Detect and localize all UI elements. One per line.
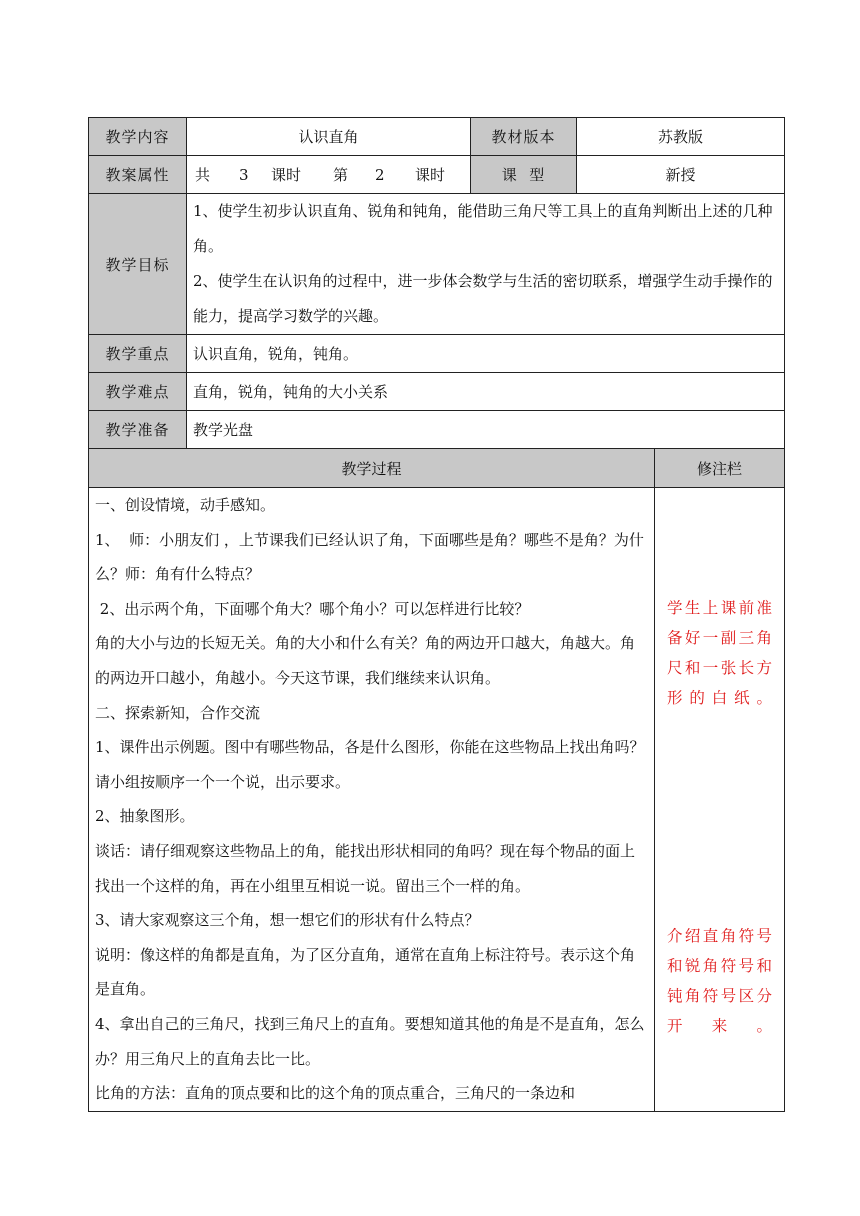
focus-value: 认识直角，锐角，钝角。 (187, 335, 785, 373)
process-heading: 教学过程 (89, 449, 655, 488)
goals-label: 教学目标 (89, 194, 187, 335)
edition-value: 苏教版 (577, 118, 785, 156)
attr-current-unit: 课时 (415, 166, 446, 184)
notes-column (655, 488, 785, 1112)
goals-content (187, 194, 785, 335)
prep-label: 教学准备 (89, 411, 187, 449)
focus-label: 教学重点 (89, 335, 187, 373)
note-prep-materials: 学生上课前准备好一副三角尺和一张长方形的白纸。 (667, 598, 773, 707)
process-paragraph: 角的大小与边的长短无关。角的大小和什么有关？角的两边开口越大，角越大。角的两边开口越小，角越小。今天这节课，我们继续来认识角。 (95, 634, 636, 687)
process-paragraph: 1、课件出示例题。图中有哪些物品，各是什么图形，你能在这些物品上找出角吗？请小组按顺序一个一个说，出示要求。 (95, 738, 645, 791)
prep-value: 教学光盘 (187, 411, 785, 449)
attr-total-unit: 课时 (271, 166, 302, 184)
type-value: 新授 (577, 156, 785, 194)
attr-current-prefix: 第 (333, 166, 349, 184)
attr-value (187, 156, 471, 194)
notes-heading: 修注栏 (655, 449, 785, 488)
process-paragraph: 谈话：请仔细观察这些物品上的角，能找出形状相同的角吗？现在每个物品的面上找出一个这样的角，再在小组里互相说一说。留出三个一样的角。 (95, 841, 636, 895)
goal-item: 1、使学生初步认识直角、锐角和钝角，能借助三角尺等工具上的直角判断出上述的几种角。 (193, 202, 773, 255)
process-content (89, 488, 655, 1112)
attr-row (89, 156, 785, 194)
content-value: 认识直角 (187, 118, 471, 156)
type-label: 课 型 (471, 156, 577, 194)
attr-label: 教案属性 (89, 156, 187, 194)
content-label: 教学内容 (89, 118, 187, 156)
process-paragraph: 二、探索新知，合作交流 (95, 703, 261, 722)
process-paragraph: 3、请大家观察这三个角，想一想它们的形状有什么特点？ (95, 911, 480, 930)
process-paragraph: 一、创设情境，动手感知。 (95, 496, 276, 514)
process-body-row (89, 488, 785, 1112)
process-paragraph: 说明：像这样的角都是直角，为了区分直角，通常在直角上标注符号。表示这个角是直角。 (95, 945, 636, 999)
note-angle-symbols: 介绍直角符号和锐角符号和钝角符号区分开来。 (667, 926, 773, 1035)
attr-current-number: 2 (375, 166, 385, 184)
process-header-row (89, 449, 785, 488)
focus-row (89, 335, 785, 373)
prep-row (89, 411, 785, 449)
attr-total-prefix: 共 (195, 166, 211, 184)
content-row (89, 118, 785, 156)
goals-row (89, 194, 785, 335)
process-paragraph: 1、 师：小朋友们 ，上节课我们已经认识了角，下面哪些是角？哪些不是角？为什么？师：角有什么特点？ (95, 530, 644, 584)
edition-label: 教材版本 (471, 118, 577, 156)
attr-total-count: 3 (239, 166, 249, 184)
process-paragraph: 2、出示两个角，下面哪个角大？哪个角小？可以怎样进行比较？ (95, 599, 530, 618)
process-paragraph: 2、抽象图形。 (95, 807, 195, 826)
goal-item: 2、使学生在认识角的过程中，进一步体会数学与生活的密切联系，增强学生动手操作的能力，提高学习数学的兴趣。 (193, 272, 773, 325)
difficulty-row (89, 373, 785, 411)
difficulty-label: 教学难点 (89, 373, 187, 411)
process-paragraph: 4、拿出自己的三角尺，找到三角尺上的直角。要想知道其他的角是不是直角，怎么办？用三角尺上的直角去比一比。 (95, 1014, 645, 1068)
difficulty-value: 直角，锐角，钝角的大小关系 (187, 373, 785, 411)
process-paragraph: 比角的方法：直角的顶点要和比的这个角的顶点重合，三角尺的一条边和 (95, 1084, 576, 1103)
lesson-plan-table (88, 117, 785, 1112)
